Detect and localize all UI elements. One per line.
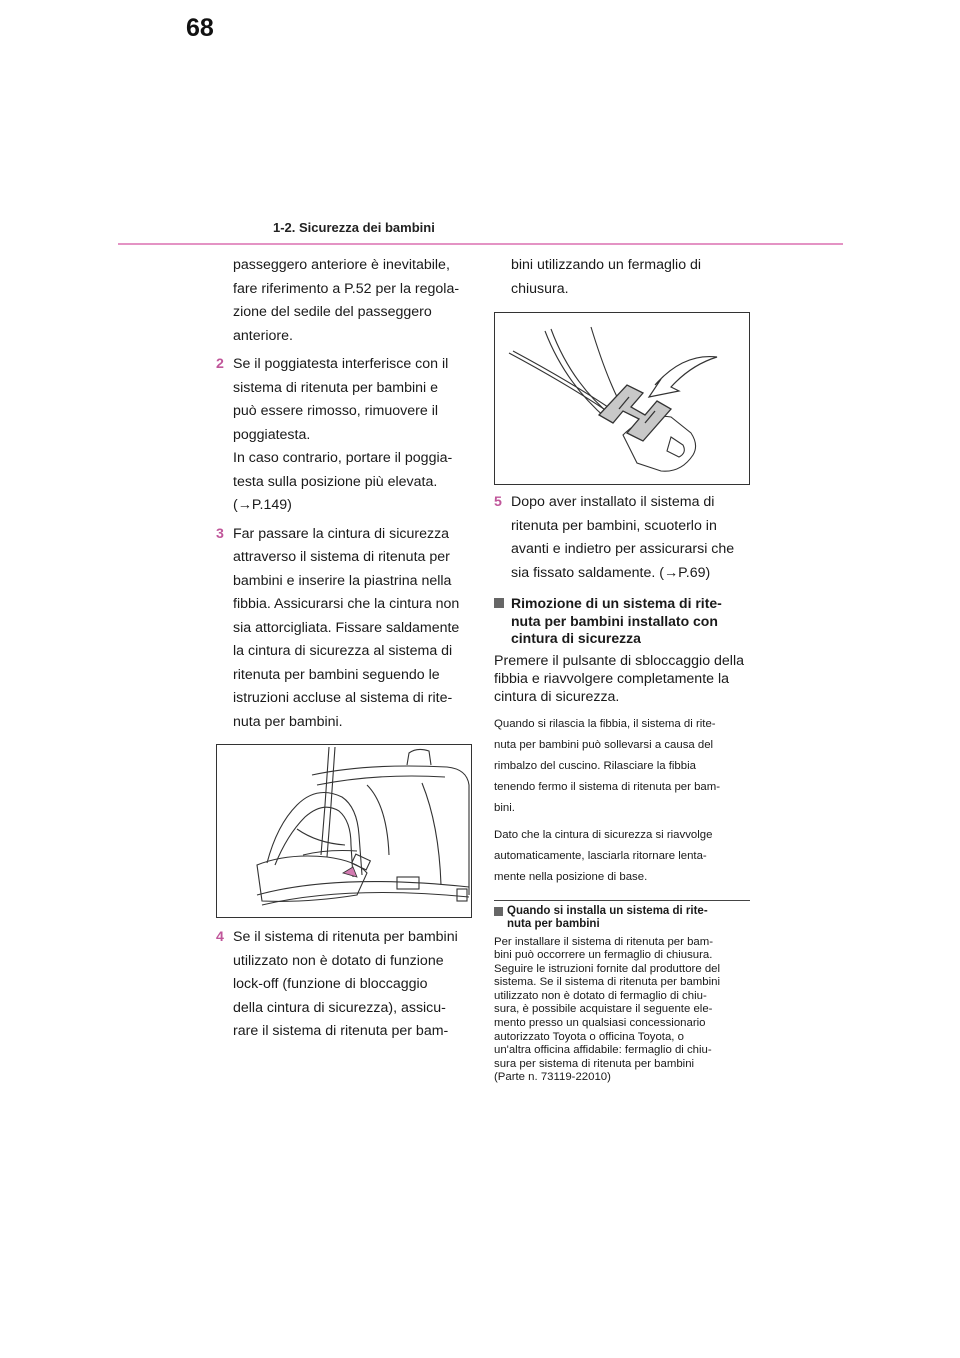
step-line: sia attorcigliata. Fissare saldamente — [233, 619, 460, 636]
note-line: bini può occorrere un fermaglio di chiusura. — [494, 949, 713, 962]
right-column — [494, 254, 750, 1085]
step-line: bambini e inserire la piastrina nella — [233, 572, 452, 589]
small-line: automaticamente, lasciarla ritornare lenta- — [494, 849, 707, 862]
step-4 — [216, 926, 470, 1044]
release-caution-paragraph — [494, 714, 750, 819]
step-line: Far passare la cintura di sicurezza — [233, 525, 450, 542]
child-seat-drawing — [217, 745, 471, 917]
note-heading-line: Quando si installa un sistema di rite- — [507, 904, 708, 917]
step-line: Se il sistema di ritenuta per bambini — [233, 929, 458, 945]
note-line: autorizzato Toyota o officina Toyota, o — [494, 1030, 684, 1043]
note-line: sura, è possibile acquistare il seguente ele- — [494, 1003, 713, 1016]
note-line: sura per sistema di ritenuta per bambini — [494, 1057, 695, 1070]
locking-clip-drawing — [495, 313, 749, 484]
small-line: bini. — [494, 801, 515, 814]
note-line: Per installare il sistema di ritenuta per bam- — [494, 935, 714, 948]
note-line: utilizzato non è dotato di fermaglio di chiu- — [494, 989, 707, 1002]
small-line: nuta per bambini può sollevarsi a causa del — [494, 738, 714, 751]
removal-body — [494, 652, 750, 706]
step-line: nuta per bambini. — [233, 713, 343, 730]
step-line: fibbia. Assicurarsi che la cintura non — [233, 596, 460, 612]
step-line: sistema di ritenuta per bambini e — [233, 379, 439, 396]
continuation-line: bini utilizzando un fermaglio di — [511, 257, 702, 273]
step-line: rare il sistema di ritenuta per bam- — [233, 1023, 449, 1039]
page-reference-link[interactable]: sia fissato saldamente. (→P.69) — [511, 564, 711, 581]
step-line: avanti e indietro per assicurarsi che — [511, 541, 735, 557]
small-line: rimbalzo del cuscino. Rilasciare la fibbia — [494, 759, 696, 772]
step-3 — [216, 523, 470, 735]
step-line: poggiatesta. — [233, 426, 311, 443]
step-line: istruzioni accluse al sistema di rite- — [233, 690, 453, 706]
small-line: tenendo fermo il sistema di ritenuta per bam- — [494, 780, 721, 793]
continuation-line: chiusura. — [511, 280, 569, 297]
note-line: mento presso un qualsiasi concessionario — [494, 1017, 706, 1030]
small-line: mente nella posizione di base. — [494, 870, 648, 883]
step-line: Se il poggiatesta interferisce con il — [233, 356, 449, 372]
step-line: la cintura di sicurezza al sistema di — [233, 643, 453, 659]
step-line: testa sulla posizione più elevata. — [233, 473, 438, 490]
continuation-paragraph — [494, 254, 750, 301]
step-line: della cintura di sicurezza), assicu- — [233, 999, 446, 1016]
pointer-arrow-icon — [343, 867, 357, 877]
small-line: Dato che la cintura di sicurezza si riavvolge — [494, 828, 713, 841]
intro-line: passeggero anteriore è inevitabile, — [233, 257, 450, 273]
left-column — [216, 254, 470, 1044]
step-line: lock-off (funzione di bloccaggio — [233, 976, 428, 992]
note-heading-line: nuta per bambini — [507, 918, 600, 930]
square-bullet-icon — [494, 598, 504, 608]
note-line: sistema. Se il sistema di ritenuta per bambini — [494, 976, 721, 989]
intro-paragraph — [216, 254, 470, 348]
note-divider — [494, 900, 750, 901]
locking-clip-illustration — [494, 312, 750, 485]
heading-line: cintura di sicurezza — [511, 630, 641, 646]
intro-line: anteriore. — [233, 327, 293, 344]
step-line: attraverso il sistema di ritenuta per — [233, 549, 450, 565]
step-number: 3 — [216, 525, 224, 542]
step-number: 5 — [494, 494, 502, 510]
step-2 — [216, 353, 470, 518]
header-rule — [118, 243, 843, 245]
note-line: (Parte n. 73119-22010) — [494, 1071, 611, 1084]
step-number: 2 — [216, 356, 224, 372]
intro-line: fare riferimento a P.52 per la regola- — [233, 280, 460, 297]
retract-caution-paragraph — [494, 825, 750, 888]
step-line: può essere rimosso, rimuovere il — [233, 403, 439, 419]
body-line: Premere il pulsante di sbloccaggio della — [494, 652, 744, 669]
step-5 — [494, 491, 750, 585]
heading-line: nuta per bambini installato con — [511, 612, 718, 629]
removal-heading — [494, 595, 750, 648]
small-line: Quando si rilascia la fibbia, il sistema di rite- — [494, 717, 716, 730]
step-line: ritenuta per bambini, scuoterlo in — [511, 517, 717, 534]
note-line: Seguire le istruzioni fornite dal produttore del — [494, 962, 721, 975]
note-line: un'altra officina affidabile: fermaglio di chiu- — [494, 1044, 712, 1057]
page-number: 68 — [186, 14, 214, 42]
note-body — [494, 936, 750, 1086]
body-line: fibbia e riavvolgere completamente la — [494, 670, 730, 687]
note-heading — [494, 905, 750, 932]
page-reference-link[interactable]: (→P.149) — [233, 497, 292, 513]
step-line: ritenuta per bambini seguendo le — [233, 666, 440, 683]
step-number: 4 — [216, 929, 224, 945]
step-line: Dopo aver installato il sistema di — [511, 494, 715, 510]
child-seat-installation-illustration — [216, 744, 472, 918]
intro-line: zione del sedile del passeggero — [233, 304, 432, 320]
section-title: 1-2. Sicurezza dei bambini — [273, 220, 435, 235]
step-line: In caso contrario, portare il poggia- — [233, 450, 453, 466]
pointer-arrow-icon — [649, 357, 717, 397]
heading-line: Rimozione di un sistema di rite- — [511, 595, 722, 611]
step-line: utilizzato non è dotato di funzione — [233, 952, 444, 969]
square-bullet-icon — [494, 907, 503, 916]
body-line: cintura di sicurezza. — [494, 688, 620, 705]
